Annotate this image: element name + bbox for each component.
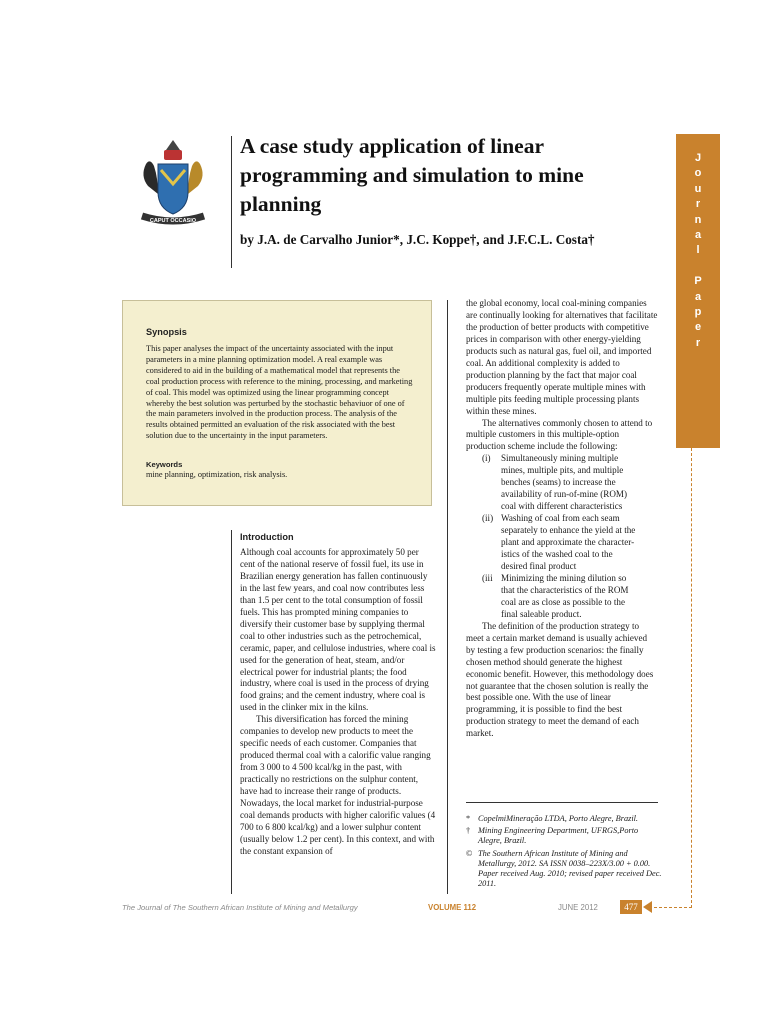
list-item-text: coal with different characteristics [501, 501, 623, 512]
column-rule-left [231, 530, 232, 894]
synopsis-heading: Synopsis [146, 327, 187, 337]
body-column-1 [240, 547, 436, 858]
footnote-text: CopelmiMineração LTDA, Porto Alegre, Brazil. [478, 814, 639, 823]
list-item-text: benches (seams) to increase the [501, 477, 616, 488]
page-number: 477 [620, 900, 642, 914]
paragraph: This diversification has forced the mining companies to develop new products to meet the specific needs of each customer. Companies that produced thermal coal with a calorific value ranging from 3 000 to 4 500 kcal/kg in the past, with practically no restrictions on the sulphur content, have had to increase their range of products. Nowadays, the local market for industrial-purpose coal demands products with higher calorific values (4 700 to 6 800 kcal/kg) and a lower sulphur content (usually below 1.2 per cent). In this context, and with the constant expansion of [240, 714, 436, 856]
list-item-text: availability of run-of-mine (ROM) [501, 489, 628, 500]
side-tab-letter: l [696, 244, 700, 257]
side-tab-letter: r [695, 198, 701, 211]
side-tab-letter: P [694, 275, 702, 288]
footnote-mark: © [466, 848, 473, 858]
article-authors: by J.A. de Carvalho Junior*, J.C. Koppe†, and J.F.C.L. Costa† [240, 232, 595, 247]
list-item [466, 513, 658, 525]
list-item-text: Washing of coal from each seam [501, 513, 620, 524]
paragraph: The alternatives commonly chosen to attend to multiple customers in this multiple-option production scheme include the following: [466, 417, 653, 452]
dashed-connector [654, 907, 692, 908]
list-item-number: (ii) [482, 513, 494, 524]
list-item [466, 453, 658, 465]
list-item-text: plant and approximate the character- [501, 537, 635, 548]
dashed-connector [691, 448, 692, 908]
side-tab-letter: p [694, 306, 702, 318]
side-tab-letter: r [695, 336, 701, 349]
list-item-text: desired final product [501, 560, 577, 571]
footnote-mark: * [466, 814, 471, 823]
column-rule [447, 300, 448, 894]
footnotes [466, 814, 662, 891]
list-item-text: separately to enhance the yield at the [501, 525, 636, 536]
side-tab-letter: a [694, 290, 702, 303]
side-tab-letter: u [694, 182, 702, 195]
body-column-2 [466, 298, 658, 740]
paragraph: The definition of the production strategy to meet a certain market demand is usually achieved by testing a few production scenarios: the finally chosen method should generate the highest economic benefit. However, this methodology does not guarantee that the chosen solution is really the best possible one. With the use of linear programming, it is possible to find the best production strategy to meet the demand of each market. [466, 620, 654, 739]
synopsis-text: This paper analyses the impact of the uncertainty associated with the input parameters in a mine planning optimization model. A real example was considered to aid in the building of a mathematical model that represents the coal production process with reference to the mining, processing, and marketing of coal. This model was optimized using the linear programming concept whereby the best solution was perturbed by the stochastic behaviuor of one of the main parameters involved in the production process. The analysis of the results obtained permitted an evaluation of the risk associated with the best solution due to the uncertainty in the input parameters. [146, 344, 413, 441]
footnote [466, 826, 662, 846]
list-item-text: Minimizing the mining dilution so [501, 572, 627, 583]
article-title: A case study application of linear programming and simulation to mine planning [240, 134, 584, 216]
side-tab-letter: J [694, 152, 702, 164]
alternatives-list [466, 453, 658, 620]
list-item-text: coal are as close as possible to the [501, 596, 625, 607]
paragraph: the global economy, local coal-mining companies are continually looking for alternatives that facilitate the production of better products with competitive prices in comparison with other energy-yielding products such as natural gas, fuel oil, and imported coal. An additional complexity is added to production planning by the fact that major coal producers frequently operate multiple mines with multiple pits feeding multiple processing plants within these mines. [466, 298, 658, 416]
institute-crest-logo [128, 136, 218, 228]
list-item-number: (iii [482, 572, 493, 583]
list-item-text: that the characteristics of the ROM [501, 584, 629, 595]
title-rule [231, 136, 232, 268]
footer-date: JUNE 2012 [558, 903, 598, 912]
list-item [466, 573, 658, 585]
keywords-heading: Keywords [146, 460, 183, 469]
footnote-text: Mining Engineering Department, UFRGS,Porto Alegre, Brazil. [478, 826, 639, 846]
list-item-number: (i) [482, 453, 491, 464]
side-tab-letter: e [694, 321, 702, 334]
journal-paper-tab [676, 134, 720, 448]
list-item-text: istics of the washed coal to the [501, 549, 613, 560]
footnote [466, 814, 662, 824]
footer-volume: VOLUME 112 [428, 903, 477, 912]
keywords-text: mine planning, optimization, risk analysis. [146, 470, 288, 479]
list-item-text: final saleable product. [501, 608, 582, 619]
side-tab-letter: n [694, 213, 702, 226]
footnote-rule [466, 802, 658, 803]
footnote-text: The Southern African Institute of Mining and Metallurgy, 2012. SA ISSN 0038–223X/3.00 + 0.00. Paper received Aug. 2010; revised paper received Dec. 2011. [478, 848, 662, 889]
crest-motto: CAPUT OCCASIO [149, 218, 197, 224]
list-item-text: Simultaneously mining multiple [501, 453, 619, 464]
paragraph: Although coal accounts for approximately 50 per cent of the national reserve of fossil fuel, its use in Brazilian energy generation has fallen continuously in the last few years, and coal now contributes less than 1.5 per cent to the total consumption of fossil fuels. This has prompted mining companies to diversify their customer base by supplying thermal coal to other industries such as the petrochemical, ceramic, paper, and cellulose industries, where coal is used for the generation of heat, steam, and/or electrical power for industrial plants; the food industry, where coal is used in the process of drying food grains; and the cement industry, where coal is used in the clinker mix in the kilns. [240, 547, 436, 713]
footnote [466, 849, 662, 890]
list-item-text: mines, multiple pits, and multiple [501, 465, 624, 476]
page-arrow-icon [643, 901, 652, 913]
side-tab-letter: a [694, 229, 702, 241]
introduction-heading: Introduction [240, 532, 294, 542]
footnote-mark: † [466, 826, 471, 836]
footer-journal-name: The Journal of The Southern African Institute of Mining and Metallurgy [122, 903, 358, 912]
side-tab-letter: o [694, 167, 702, 180]
